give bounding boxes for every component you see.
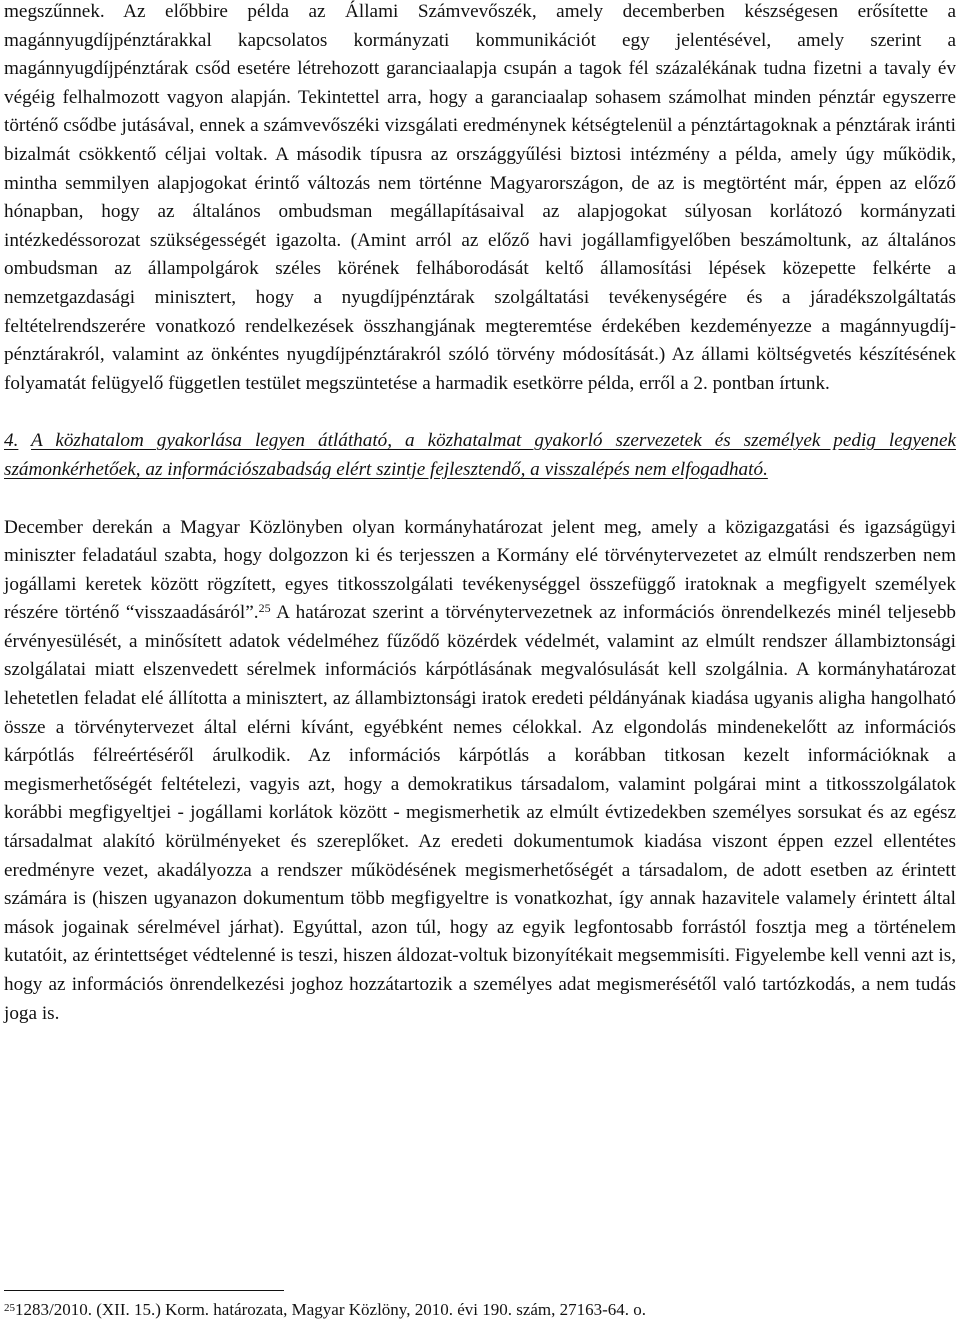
footnote-text: 1283/2010. (XII. 15.) Korm. határozata, Magyar Közlöny, 2010. évi 190. szám, 27163-64. o. <box>15 1300 647 1319</box>
paragraph-text-start: December derekán a Magyar Közlönyben olyan kormányhatározat jelent meg, amely a közigazgatási és igazságügyi miniszter feladatául szabta, hogy dolgozzon ki és terjesszen a Kormány elé törvénytervezetet az elmúlt rendszerben nem jogállami keretek között rögzített, egyes titkosszolgálati tevékenységgel összefüggő iratoknak a megfigyelt személyek részére történő “visszaadásáról”. <box>4 516 956 624</box>
footnote-mark: 25 <box>4 1302 15 1314</box>
section-title: A közhatalom gyakorlása legyen átlátható, a közhatalmat gyakorló szervezetek és személyek pedig legyenek számonkérhetőek, az információszabadság elért szintje fejlesztendő, a visszalépés nem elfogadható. <box>4 430 956 480</box>
section-number: 4. <box>4 430 19 452</box>
footnote-reference[interactable]: 25 <box>258 601 271 616</box>
section-4-heading <box>4 427 956 484</box>
paragraph-surveillance-files <box>4 514 956 1029</box>
footnote <box>4 1298 944 1322</box>
document-body <box>4 0 956 1028</box>
footnote-separator <box>4 1290 284 1291</box>
paragraph-pension-funds: megszűnnek. Az előbbire példa az Állami Számvevőszék, amely decemberben készségesen erősítette a magánnyugdíjpénztárakkal kapcsolatos kormányzati kommunikációt egy jelentésével, amely szerint a magánnyugdíjpénztárak csőd esetére létrehozott garanciaalapja csupán a tagok fél százalékának tudna fizetni a tavaly év végéig felhalmozott vagyon alapján. Tekintettel arra, hogy a garanciaalap sohasem számolhat minden pénztár egyszerre történő csődbe jutásával, ennek a számvevőszéki vizsgálati eredménynek kétségtelenül a pénztártagoknak a pénztárak iránti bizalmát csökkentő céljai voltak. A második típusra az országgyűlési biztosi intézmény a példa, amely úgy működik, mintha semmilyen alapjogokat érintő változás nem történne Magyarországon, de az is megtörtént már, éppen az előző hónapban, hogy az általános ombudsman megállapításaival az alapjogokat súlyosan korlátozó kormányzati intézkedéssorozat szükségességét igazolta. (Amint arról az előző havi jogállamfigyelőben beszámoltunk, az általános ombudsman az állampolgárok széles körének felháborodását keltő államosítási lépések közepette felkérte a nemzetgazdasági minisztert, hogy a nyugdíjpénztárak szolgáltatási tevékenységére és a járadékszolgáltatás feltételrendszerére vonatkozó rendelkezések összhangjának megteremtése érdekében kezdeményezze a magánnyugdíj-pénztárakról, valamint az önkéntes nyugdíjpénztárakról szóló törvény módosítását.) Az állami költségvetés készítésének folyamatát felügyelő független testület megszüntetése a harmadik esetkörre példa, erről a 2. pontban írtunk. <box>4 1 956 394</box>
paragraph-text-rest: A határozat szerint a törvénytervezetnek az információs önrendelkezés minél teljesebb érvényesülését, a minősített adatok védelméhez fűződő közérdek védelmét, valamint az elmúlt rendszer állambiztonsági szolgálatai miatt elszenvedett sérelmek információs kárpótlásának megvalósulását kell szolgálnia. A kormányhatározat lehetetlen feladat elé állította a minisztert, az állambiztonsági iratok eredeti példányának kiadása ugyanis aligha hangolható össze a törvénytervezet által elérni kívánt, egyébként nemes célokkal. Az elgondolás mindenekelőtt az információs kárpótlás félreértéséről árulkodik. Az információs kárpótlás a korábban titkosan kezelt információknak a megismerhetőségét feltételezi, vagyis azt, hogy a demokratikus társadalom, valamint polgárai mint a titkosszolgálatok korábbi megfigyeltjei - jogállami korlátok között - megismerhetik az elmúlt évtizedekben személyes sorsukat és az egész társadalmat alakító körülményeket és szereplőket. Az eredeti dokumentumok kiadása viszont éppen ezzel ellentétes eredményre vezet, akadályozza a rendszer működésének megismerhetőségét a társadalom, de adott esetben az érintett számára is (hiszen ugyanazon dokumentum több megfigyeltre is vonatkozhat, így annak hazavitele valamely érintett által mások jogainak sérelmével járhat). Egyúttal, azon túl, hogy az egyik legfontosabb forrástól fosztja meg a történelem kutatóit, az érintettséget védtelenné is teszi, hiszen áldozat-voltuk bizonyítékait megsemmisíti. Figyelembe kell venni azt is, hogy az információs önrendelkezési joghoz hozzátartozik a személyes adat megismerésétől való tartózkodás, a nem tudás joga is. <box>4 602 956 1024</box>
